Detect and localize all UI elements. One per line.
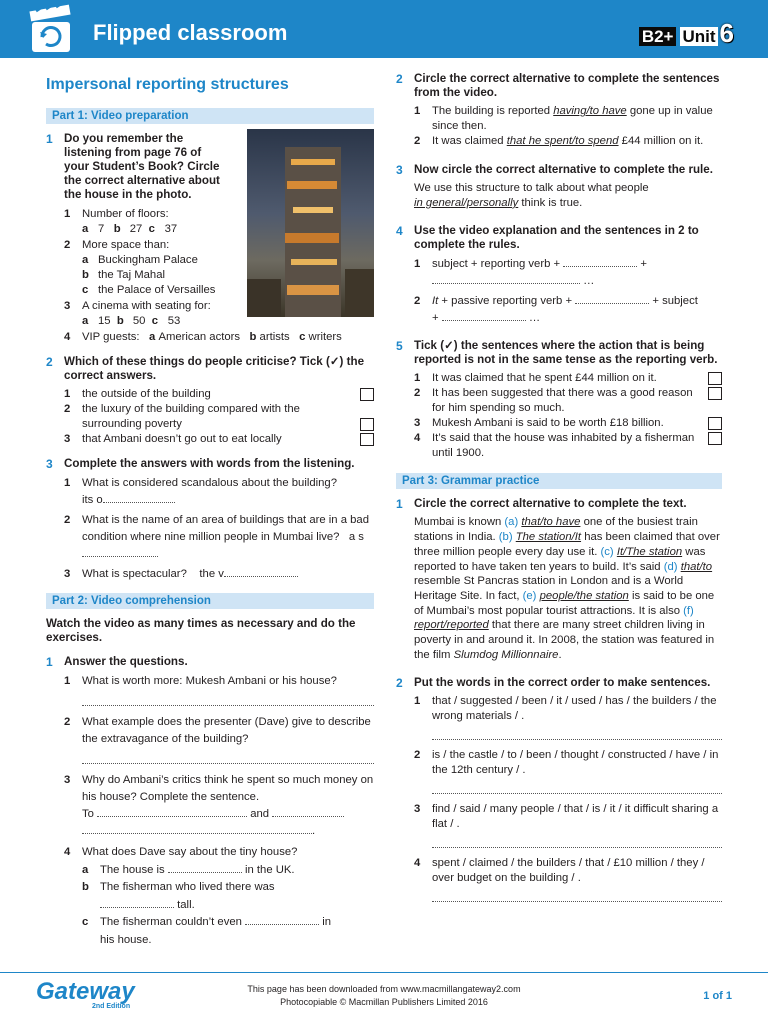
sub-question-b: b The fisherman who lived there was tall. [82, 881, 275, 911]
option-c[interactable]: c the Palace of Versailles [82, 284, 216, 296]
question-3: 3 find / said / many people / that / is / it / it difficult sharing a flat / . [414, 803, 719, 831]
tick-item-4: 4 It’s said that the house was inhabited by a fisherman until 1900. [414, 431, 722, 461]
answer-line[interactable] [432, 890, 722, 902]
download-note: This page has been downloaded from www.macmillangateway2.com [247, 984, 521, 994]
option-a[interactable]: a 15 [82, 315, 111, 327]
answer-line[interactable] [432, 728, 722, 740]
answer-blank[interactable] [563, 257, 637, 267]
sub-question-c: c The fisherman couldn’t even in his house. [82, 916, 331, 946]
alternative-choice[interactable]: people/the station [539, 589, 629, 602]
alternative-choice[interactable]: in general/personally [414, 196, 519, 209]
question-1: 1 The building is reported having/to have gone up in value since then. [414, 105, 713, 132]
answer-line[interactable] [82, 694, 374, 706]
sub-question-a: a The house is in the UK. [82, 863, 295, 876]
tick-item-1: 1 It was claimed that he spent £44 million on it. [414, 371, 722, 386]
clapperboard-icon [28, 2, 74, 56]
checkbox[interactable] [708, 372, 722, 385]
checkbox[interactable] [360, 418, 374, 431]
alternative-choice[interactable]: that/to have [521, 516, 581, 529]
page-title: Flipped classroom [93, 20, 288, 45]
option-b[interactable]: b 27 [113, 223, 143, 235]
answer-blank[interactable] [432, 274, 580, 284]
exercise-1: 1 Answer the questions. [46, 655, 188, 669]
answer-blank[interactable] [245, 915, 319, 925]
checkbox[interactable] [360, 433, 374, 446]
question-1: 1 that / suggested / been / it / used / has / the builders / the wrong materials / . [414, 695, 717, 723]
option-a[interactable]: a Buckingham Palace [82, 254, 198, 266]
rule-2: 2 It + passive reporting verb + + subject + … [414, 295, 698, 325]
alternative-choice[interactable]: The station/It [515, 531, 582, 544]
option-b[interactable]: b the Taj Mahal [82, 269, 165, 281]
exercise-1: 1 Circle the correct alternative to complete the text. [396, 497, 687, 512]
answer-blank[interactable] [100, 898, 174, 908]
exercise-3: 3 Now circle the correct alternative to complete the rule. [396, 163, 713, 177]
question-3: 3 Why do Ambani’s critics think he spent so much money on his house? Complete the sentence. To and . [64, 774, 374, 837]
tick-item-2: 2 It has been suggested that there was a good reason for him spending so much. [414, 386, 722, 416]
answer-blank[interactable] [272, 807, 344, 817]
exercise-2: 2 Circle the correct alternative to complete the sentences from the video. [396, 72, 720, 99]
exercise-number: 1 [46, 132, 53, 146]
unit-badge [639, 18, 734, 49]
question-1: 1 Number of floors: [64, 208, 169, 220]
answer-line[interactable] [432, 782, 722, 794]
checkbox[interactable] [360, 388, 374, 401]
gapped-text: Mumbai is known (a) that/to have one of the busiest train stations in India. (b) The station/It has been claimed that over three million people every day use it. (c) It/The station was reported to have taken ten years to build. It’s said (d) that/to resemble St Pancras station in London and is a World Heritage Site. In fact, (e) people/the station is said to be one of Mumbai’s most popular tourist attractions. It is also (f) report/reported that there are many street children living in poverty in and around it. In 2008, the station was featured in the film Slumdog Millionnaire. [414, 516, 720, 661]
part3-heading: Part 3: Grammar practice [396, 473, 722, 489]
page-number: 1 of 1 [703, 990, 732, 1002]
answer-blank[interactable] [224, 567, 298, 577]
left-column [46, 72, 374, 949]
exercise-2: 2 Which of these things do people criticise? Tick (✓) the correct answers. [46, 355, 365, 382]
alternative-choice[interactable]: It/The station [616, 545, 683, 558]
answer-blank[interactable] [103, 493, 175, 503]
page-header [0, 0, 768, 58]
answer-blank[interactable] [575, 294, 649, 304]
exercise-2: 2 Put the words in the correct order to make sentences. [396, 676, 711, 691]
question-2: 2 is / the castle / to / been / thought / constructed / have / in the 12th century / . [414, 749, 719, 777]
alternative-choice[interactable]: report/reported [414, 619, 489, 632]
question-4: 4 What does Dave say about the tiny house? [64, 846, 298, 858]
answer-line[interactable] [82, 752, 374, 764]
question-4: 4 spent / claimed / the builders / that / £10 million / they / over budget on the building / . [414, 857, 705, 885]
checkbox[interactable] [708, 432, 722, 445]
gateway-logo: Gateway [36, 978, 135, 1005]
question-3: 3 A cinema with seating for: [64, 300, 211, 312]
rule-1: 1 subject + reporting verb + + … [414, 258, 647, 288]
question-2: 2 It was claimed that he spent/to spend £44 million on it. [414, 135, 704, 147]
exercise-1 [46, 132, 224, 202]
alternative-choice[interactable]: that/to [680, 560, 713, 573]
checkbox[interactable] [708, 417, 722, 430]
alternative-choice[interactable]: that he spent/to spend [506, 135, 619, 147]
exercise-4: 4 Use the video explanation and the sentences in 2 to complete the rules. [396, 224, 699, 252]
unit-number: 6 [719, 18, 734, 48]
option-c[interactable]: c writers [299, 331, 342, 343]
footer-divider [0, 972, 768, 973]
checkbox[interactable] [708, 387, 722, 400]
question-1: 1 What is considered scandalous about the building? its o [64, 477, 337, 506]
alternative-choice[interactable]: having/to have [553, 105, 627, 117]
answer-blank[interactable] [168, 863, 242, 873]
tick-item-3: 3 that Ambani doesn’t go out to eat locally [64, 432, 374, 447]
part2-intro: Watch the video as many times as necessary and do the exercises. [46, 617, 356, 644]
answer-blank[interactable] [82, 824, 312, 834]
question-4: 4 VIP guests: a American actors b artists c writers [64, 331, 342, 343]
option-b[interactable]: b 50 [116, 315, 146, 327]
question-2: 2 More space than: [64, 239, 170, 251]
option-c[interactable]: c 37 [148, 223, 178, 235]
exercise-instruction: Do you remember the listening from page 76 of your Student’s Book? Circle the correct alternative about the house in the photo. [64, 132, 220, 201]
rule-text: We use this structure to talk about what people in general/personally think is true. [414, 182, 649, 209]
tick-item-3: 3 Mukesh Ambani is said to be worth £18 billion. [414, 416, 722, 431]
exercise-5: 5 Tick (✓) the sentences where the action that is being reported is not in the same tense as the reporting verb. [396, 339, 718, 367]
exercise-3: 3 Complete the answers with words from the listening. [46, 457, 355, 471]
part1-heading: Part 1: Video preparation [46, 108, 374, 124]
answer-line[interactable] [432, 836, 722, 848]
option-a[interactable]: a 7 [82, 223, 105, 235]
tick-item-2: 2 the luxury of the building compared with the surrounding poverty [64, 402, 374, 432]
tower-image-icon [247, 129, 374, 317]
level-label: B2+ [639, 27, 677, 46]
right-column [396, 72, 722, 910]
question-2: 2 What example does the presenter (Dave) give to describe the extravagance of the building? [64, 716, 371, 745]
question-3: 3 What is spectacular? the v [64, 566, 374, 583]
answer-blank[interactable] [97, 807, 247, 817]
option-a[interactable]: a American actors [149, 331, 241, 343]
unit-label: Unit [682, 27, 716, 46]
edition-label: 2nd Edition [92, 1003, 131, 1010]
answer-blank[interactable] [442, 311, 526, 321]
option-c[interactable]: c 53 [151, 315, 181, 327]
tick-item-1: 1 the outside of the building [64, 387, 374, 402]
copyright-note: Photocopiable © Macmillan Publishers Limited 2016 [280, 997, 488, 1007]
question-2: 2 What is the name of an area of buildings that are in a bad condition where nine million people in Mumbai live? a s [64, 512, 374, 563]
house-photo [247, 129, 374, 317]
main-heading: Impersonal reporting structures [46, 76, 289, 93]
option-b[interactable]: b artists [249, 331, 290, 343]
question-1: 1 What is worth more: Mukesh Ambani or his house? [64, 675, 337, 687]
part2-heading: Part 2: Video comprehension [46, 593, 374, 609]
answer-blank[interactable] [82, 547, 158, 557]
